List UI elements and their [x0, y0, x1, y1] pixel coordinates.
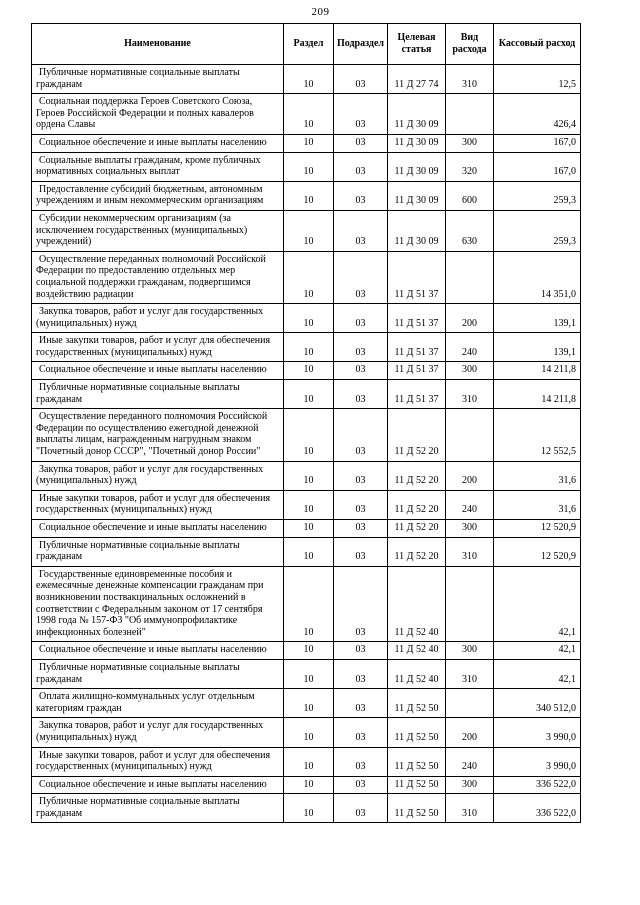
podrazdel-cell: 03 — [334, 210, 388, 251]
name-cell: Государственные единовременные пособия и ежемесячные денежные компенсации гражданам при возникновении поствакцинальных осложнений в соответствии с Федеральным законом от 17 сентября 1998 года № 157-ФЗ "Об иммунопрофилактике инфекционных болезней" — [32, 566, 284, 642]
cash-expense-cell: 12 552,5 — [494, 409, 581, 461]
razdel-cell: 10 — [284, 94, 334, 135]
name-cell: Публичные нормативные социальные выплаты гражданам — [32, 537, 284, 566]
table-row — [32, 304, 581, 333]
table-row — [32, 794, 581, 823]
table-row — [32, 380, 581, 409]
podrazdel-cell: 03 — [334, 659, 388, 688]
razdel-cell: 10 — [284, 210, 334, 251]
cash-expense-cell: 3 990,0 — [494, 718, 581, 747]
table-row — [32, 490, 581, 519]
target-article-cell: 11 Д 27 74 — [388, 65, 446, 94]
cash-expense-cell: 139,1 — [494, 333, 581, 362]
name-cell: Публичные нормативные социальные выплаты гражданам — [32, 65, 284, 94]
razdel-cell: 10 — [284, 689, 334, 718]
razdel-cell: 10 — [284, 134, 334, 152]
table-row — [32, 642, 581, 660]
razdel-cell: 10 — [284, 461, 334, 490]
table-row — [32, 566, 581, 642]
table-row — [32, 718, 581, 747]
target-article-cell: 11 Д 52 50 — [388, 747, 446, 776]
razdel-cell: 10 — [284, 537, 334, 566]
podrazdel-cell: 03 — [334, 251, 388, 303]
razdel-cell: 10 — [284, 380, 334, 409]
target-article-cell: 11 Д 51 37 — [388, 333, 446, 362]
expense-type-cell: 600 — [446, 181, 494, 210]
cash-expense-cell: 12,5 — [494, 65, 581, 94]
podrazdel-cell: 03 — [334, 747, 388, 776]
name-cell: Субсидии некоммерческим организациям (за исключением государственных (муниципальных) учреждений) — [32, 210, 284, 251]
target-article-cell: 11 Д 52 20 — [388, 520, 446, 538]
name-cell: Иные закупки товаров, работ и услуг для обеспечения государственных (муниципальных) нужд — [32, 490, 284, 519]
razdel-cell: 10 — [284, 251, 334, 303]
expense-type-cell: 300 — [446, 642, 494, 660]
name-cell: Закупка товаров, работ и услуг для государственных (муниципальных) нужд — [32, 718, 284, 747]
column-header-3: Целевая статья — [388, 24, 446, 65]
target-article-cell: 11 Д 51 37 — [388, 362, 446, 380]
target-article-cell: 11 Д 52 40 — [388, 642, 446, 660]
podrazdel-cell: 03 — [334, 689, 388, 718]
target-article-cell: 11 Д 51 37 — [388, 251, 446, 303]
cash-expense-cell: 340 512,0 — [494, 689, 581, 718]
target-article-cell: 11 Д 51 37 — [388, 304, 446, 333]
target-article-cell: 11 Д 51 37 — [388, 380, 446, 409]
expense-type-cell — [446, 566, 494, 642]
expense-type-cell — [446, 689, 494, 718]
table-row — [32, 181, 581, 210]
table-row — [32, 251, 581, 303]
table-row — [32, 689, 581, 718]
name-cell: Осуществление переданных полномочий Российской Федерации по предоставлению отдельных мер социальной поддержки гражданам, подвергшимся воздействию радиации — [32, 251, 284, 303]
cash-expense-cell: 167,0 — [494, 134, 581, 152]
podrazdel-cell: 03 — [334, 490, 388, 519]
cash-expense-cell: 426,4 — [494, 94, 581, 135]
table-row — [32, 210, 581, 251]
cash-expense-cell: 167,0 — [494, 152, 581, 181]
table-header-row — [32, 24, 581, 65]
table-row — [32, 537, 581, 566]
target-article-cell: 11 Д 52 20 — [388, 409, 446, 461]
expense-type-cell: 310 — [446, 794, 494, 823]
cash-expense-cell: 42,1 — [494, 659, 581, 688]
expense-type-cell: 310 — [446, 380, 494, 409]
name-cell: Социальное обеспечение и иные выплаты населению — [32, 520, 284, 538]
razdel-cell: 10 — [284, 490, 334, 519]
column-header-1: Раздел — [284, 24, 334, 65]
name-cell: Оплата жилищно-коммунальных услуг отдельным категориям граждан — [32, 689, 284, 718]
target-article-cell: 11 Д 52 50 — [388, 794, 446, 823]
table-row — [32, 776, 581, 794]
razdel-cell: 10 — [284, 776, 334, 794]
expense-type-cell: 630 — [446, 210, 494, 251]
name-cell: Публичные нормативные социальные выплаты гражданам — [32, 659, 284, 688]
name-cell: Иные закупки товаров, работ и услуг для обеспечения государственных (муниципальных) нужд — [32, 747, 284, 776]
podrazdel-cell: 03 — [334, 409, 388, 461]
table-row — [32, 659, 581, 688]
expense-type-cell: 300 — [446, 520, 494, 538]
expense-type-cell — [446, 251, 494, 303]
cash-expense-cell: 259,3 — [494, 181, 581, 210]
cash-expense-cell: 42,1 — [494, 642, 581, 660]
table-row — [32, 333, 581, 362]
podrazdel-cell: 03 — [334, 794, 388, 823]
podrazdel-cell: 03 — [334, 152, 388, 181]
table-row — [32, 152, 581, 181]
cash-expense-cell: 259,3 — [494, 210, 581, 251]
table-row — [32, 134, 581, 152]
name-cell: Социальная поддержка Героев Советского Союза, Героев Российской Федерации и полных кавалеров ордена Славы — [32, 94, 284, 135]
expense-type-cell — [446, 94, 494, 135]
podrazdel-cell: 03 — [334, 65, 388, 94]
column-header-0: Наименование — [32, 24, 284, 65]
razdel-cell: 10 — [284, 181, 334, 210]
expense-type-cell: 310 — [446, 537, 494, 566]
table-row — [32, 747, 581, 776]
podrazdel-cell: 03 — [334, 461, 388, 490]
expense-type-cell: 240 — [446, 490, 494, 519]
column-header-4: Вид расхода — [446, 24, 494, 65]
razdel-cell: 10 — [284, 794, 334, 823]
podrazdel-cell: 03 — [334, 718, 388, 747]
name-cell: Социальное обеспечение и иные выплаты населению — [32, 362, 284, 380]
razdel-cell: 10 — [284, 304, 334, 333]
page-number: 209 — [311, 6, 330, 18]
target-article-cell: 11 Д 52 20 — [388, 490, 446, 519]
expense-type-cell: 200 — [446, 461, 494, 490]
table-row — [32, 461, 581, 490]
name-cell: Социальное обеспечение и иные выплаты населению — [32, 776, 284, 794]
expense-type-cell: 320 — [446, 152, 494, 181]
target-article-cell: 11 Д 52 40 — [388, 659, 446, 688]
razdel-cell: 10 — [284, 659, 334, 688]
razdel-cell: 10 — [284, 520, 334, 538]
target-article-cell: 11 Д 52 20 — [388, 461, 446, 490]
name-cell: Закупка товаров, работ и услуг для государственных (муниципальных) нужд — [32, 461, 284, 490]
razdel-cell: 10 — [284, 642, 334, 660]
cash-expense-cell: 336 522,0 — [494, 794, 581, 823]
column-header-2: Подраздел — [334, 24, 388, 65]
name-cell: Социальное обеспечение и иные выплаты населению — [32, 642, 284, 660]
podrazdel-cell: 03 — [334, 642, 388, 660]
expense-type-cell: 310 — [446, 65, 494, 94]
name-cell: Закупка товаров, работ и услуг для государственных (муниципальных) нужд — [32, 304, 284, 333]
cash-expense-cell: 42,1 — [494, 566, 581, 642]
cash-expense-cell: 139,1 — [494, 304, 581, 333]
expense-type-cell — [446, 409, 494, 461]
table-row — [32, 520, 581, 538]
target-article-cell: 11 Д 30 09 — [388, 134, 446, 152]
cash-expense-cell: 12 520,9 — [494, 520, 581, 538]
razdel-cell: 10 — [284, 747, 334, 776]
expense-type-cell: 200 — [446, 718, 494, 747]
podrazdel-cell: 03 — [334, 94, 388, 135]
name-cell: Социальные выплаты гражданам, кроме публичных нормативных социальных выплат — [32, 152, 284, 181]
column-header-5: Кассовый расход — [494, 24, 581, 65]
name-cell: Предоставление субсидий бюджетным, автономным учреждениям и иным некоммерческим организациям — [32, 181, 284, 210]
cash-expense-cell: 14 211,8 — [494, 362, 581, 380]
cash-expense-cell: 31,6 — [494, 461, 581, 490]
podrazdel-cell: 03 — [334, 776, 388, 794]
target-article-cell: 11 Д 52 50 — [388, 718, 446, 747]
podrazdel-cell: 03 — [334, 181, 388, 210]
expense-type-cell: 300 — [446, 134, 494, 152]
target-article-cell: 11 Д 30 09 — [388, 210, 446, 251]
podrazdel-cell: 03 — [334, 566, 388, 642]
target-article-cell: 11 Д 30 09 — [388, 152, 446, 181]
razdel-cell: 10 — [284, 718, 334, 747]
name-cell: Иные закупки товаров, работ и услуг для обеспечения государственных (муниципальных) нужд — [32, 333, 284, 362]
cash-expense-cell: 12 520,9 — [494, 537, 581, 566]
cash-expense-cell: 14 351,0 — [494, 251, 581, 303]
expense-type-cell: 200 — [446, 304, 494, 333]
target-article-cell: 11 Д 52 40 — [388, 566, 446, 642]
name-cell: Осуществление переданного полномочия Российской Федерации по осуществлению ежегодной денежной выплаты лицам, награжденным нагрудным знаком "Почетный донор СССР", "Почетный донор России" — [32, 409, 284, 461]
podrazdel-cell: 03 — [334, 380, 388, 409]
razdel-cell: 10 — [284, 152, 334, 181]
razdel-cell: 10 — [284, 362, 334, 380]
podrazdel-cell: 03 — [334, 333, 388, 362]
table-row — [32, 409, 581, 461]
razdel-cell: 10 — [284, 566, 334, 642]
podrazdel-cell: 03 — [334, 537, 388, 566]
razdel-cell: 10 — [284, 65, 334, 94]
name-cell: Публичные нормативные социальные выплаты гражданам — [32, 794, 284, 823]
podrazdel-cell: 03 — [334, 520, 388, 538]
cash-expense-cell: 336 522,0 — [494, 776, 581, 794]
expense-type-cell: 300 — [446, 362, 494, 380]
table-row — [32, 94, 581, 135]
table-body — [32, 65, 581, 823]
target-article-cell: 11 Д 52 50 — [388, 776, 446, 794]
podrazdel-cell: 03 — [334, 362, 388, 380]
target-article-cell: 11 Д 52 50 — [388, 689, 446, 718]
razdel-cell: 10 — [284, 409, 334, 461]
cash-expense-cell: 31,6 — [494, 490, 581, 519]
razdel-cell: 10 — [284, 333, 334, 362]
podrazdel-cell: 03 — [334, 304, 388, 333]
name-cell: Публичные нормативные социальные выплаты гражданам — [32, 380, 284, 409]
podrazdel-cell: 03 — [334, 134, 388, 152]
expense-type-cell: 240 — [446, 333, 494, 362]
target-article-cell: 11 Д 52 20 — [388, 537, 446, 566]
expense-type-cell: 310 — [446, 659, 494, 688]
expense-type-cell: 240 — [446, 747, 494, 776]
budget-expenditure-table — [31, 23, 581, 823]
cash-expense-cell: 3 990,0 — [494, 747, 581, 776]
table-row — [32, 362, 581, 380]
expense-type-cell: 300 — [446, 776, 494, 794]
cash-expense-cell: 14 211,8 — [494, 380, 581, 409]
table-row — [32, 65, 581, 94]
target-article-cell: 11 Д 30 09 — [388, 181, 446, 210]
target-article-cell: 11 Д 30 09 — [388, 94, 446, 135]
name-cell: Социальное обеспечение и иные выплаты населению — [32, 134, 284, 152]
